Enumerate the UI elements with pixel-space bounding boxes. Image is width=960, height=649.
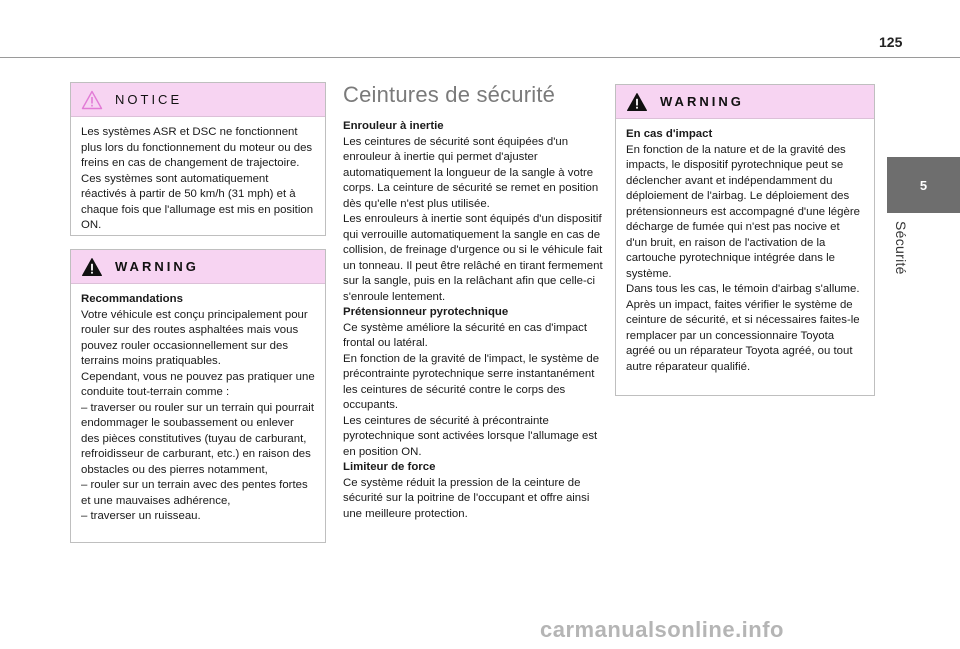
warning-paragraph: – rouler sur un terrain avec des pentes fortes et une mauvaises adhérence, xyxy=(81,479,308,507)
seatbelt-section xyxy=(343,82,605,522)
chapter-label xyxy=(887,221,915,293)
warning-paragraph: – traverser un ruisseau. xyxy=(81,510,201,522)
watermark: carmanualsonline.info xyxy=(540,617,784,642)
warning-body-left xyxy=(71,284,325,533)
warning-paragraph: En fonction de la nature et de la gravité des impacts, le dispositif pyrotechnique peut se déclencher avant et indépendamment du déploiement de l'airbag. Le déploiement des prétensionneurs est accompagné d'une légère décharge de fumée qui n'est pas nocive et d'un bruit, en raison de l'activation de la cartouche pyrotechnique intégrée dans le système. xyxy=(626,143,860,280)
section-paragraph: Les enrouleurs à inertie sont équipés d'un dispositif qui verrouille automatiquement la sangle en cas de collision, de freinage d'urgence ou si le véhicule fait un tonneau. Il peut être relâché en tirant fermement sur la sangle, puis en la relâchant afin que celle-ci s'enroule lentement. xyxy=(343,213,603,303)
warning-title-left: WARNING xyxy=(115,259,199,274)
notice-header xyxy=(71,83,325,117)
warning-paragraph: Dans tous les cas, le témoin d'airbag s'allume. xyxy=(626,283,860,295)
notice-body xyxy=(71,117,325,242)
section-subhead: Limiteur de force xyxy=(343,461,436,473)
notice-paragraph: Les systèmes ASR et DSC ne fonctionnent plus lors du fonctionnement du moteur ou des freins en cas de changement de trajectoire. xyxy=(81,126,313,169)
warning-header-right xyxy=(616,85,874,119)
warning-title-right: WARNING xyxy=(660,94,744,109)
section-paragraph: Les ceintures de sécurité sont équipées d'un enrouleur à inertie qui permet d'ajuster automatiquement la longueur de la sangle à votre corps. La ceinture de sécurité se remet en position dès qu'elle n'est plus utilisée. xyxy=(343,135,599,210)
warning-triangle-outline-icon xyxy=(81,90,103,110)
warning-paragraph: Après un impact, faites vérifier le système de ceinture de sécurité, et si nécessaires faites-le remplacer par un concessionnaire Toyota agréé ou un réparateur Toyota agréé, ou tout autre réparateur qualifié. xyxy=(626,298,860,373)
section-paragraph: Les ceintures de sécurité à précontrainte pyrotechnique sont activées lorsque l'allumage est en position ON. xyxy=(343,414,598,458)
top-rule xyxy=(0,57,960,58)
section-paragraph: Ce système réduit la pression de la ceinture de sécurité sur la poitrine de l'occupant et offre ainsi une meilleure protection. xyxy=(343,476,590,520)
section-subhead: Prétensionneur pyrotechnique xyxy=(343,306,509,318)
page-number: 125 xyxy=(879,34,903,50)
warning-triangle-icon xyxy=(626,92,648,112)
warning-subhead-right: En cas d'impact xyxy=(626,128,713,140)
section-subhead: Enrouleur à inertie xyxy=(343,120,444,132)
warning-paragraph: Cependant, vous ne pouvez pas pratiquer une conduite tout-terrain comme : xyxy=(81,370,315,398)
warning-triangle-icon xyxy=(81,257,103,277)
warning-paragraph: Votre véhicule est conçu principalement pour rouler sur des routes asphaltées mais vous pouvez rouler occasionnellement sur des terrains moins pratiquables. xyxy=(81,308,308,367)
chapter-tab[interactable] xyxy=(887,157,960,213)
section-title: Ceintures de sécurité xyxy=(343,82,556,107)
section-paragraph: En fonction de la gravité de l'impact, le système de précontrainte pyrotechnique serre instantanément les ceintures de sécurité contre le corps des occupants. xyxy=(343,352,600,411)
warning-subhead-left: Recommandations xyxy=(81,293,183,305)
warning-header-left xyxy=(71,250,325,284)
chapter-number: 5 xyxy=(919,177,928,193)
warning-box-right xyxy=(615,84,875,396)
notice-paragraph: Ces systèmes sont automatiquement réactivés à partir de 50 km/h (31 mph) et à chaque fois que l'allumage est mis en position ON. xyxy=(81,172,314,231)
chapter-title: Sécurité xyxy=(893,221,909,275)
warning-paragraph: – traverser ou rouler sur un terrain qui pourrait endommager le soubassement ou enlever des pièces constitutives (tuyau de carburant, refroidisseur de carburant, etc.) en raison des obstacles ou des pierres notamment, xyxy=(81,401,314,476)
notice-box xyxy=(70,82,326,236)
warning-body-right xyxy=(616,119,874,383)
warning-box-left xyxy=(70,249,326,543)
notice-title: NOTICE xyxy=(115,92,183,107)
section-paragraph: Ce système améliore la sécurité en cas d'impact frontal ou latéral. xyxy=(343,321,588,349)
section-text xyxy=(343,119,605,522)
